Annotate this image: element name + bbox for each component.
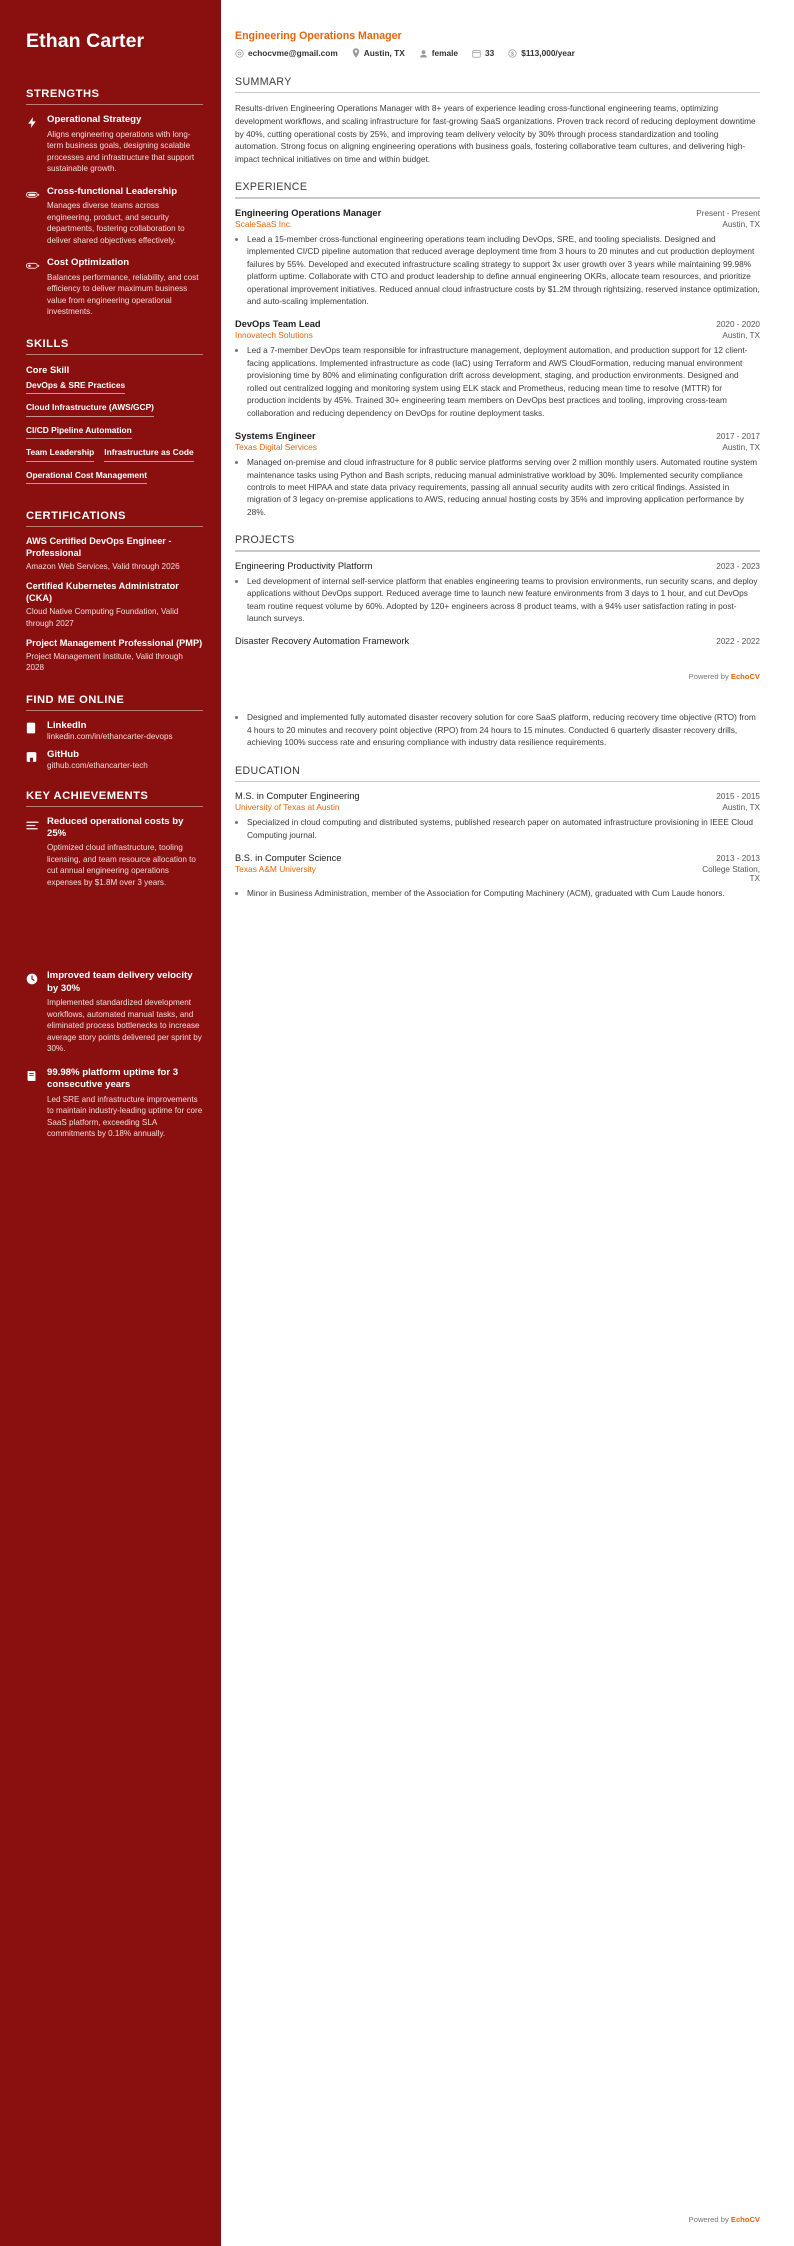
- skill-chip: Operational Cost Management: [26, 468, 147, 485]
- experience-entry: [235, 208, 760, 308]
- education-location: Austin, TX: [722, 803, 760, 813]
- strength-title: Operational Strategy: [47, 114, 142, 126]
- location-icon: [352, 48, 360, 58]
- education-degree: B.S. in Computer Science: [235, 852, 342, 863]
- sidebar-section-skills: [26, 338, 203, 491]
- battery-low-icon: [26, 257, 40, 272]
- experience-heading: EXPERIENCE: [235, 181, 308, 194]
- education-bullets: [235, 816, 760, 841]
- strength-desc: Manages diverse teams across engineering, product, and security departments, fostering collaboration to deliver shared objectives effectively.: [47, 201, 185, 245]
- bullet: • Minor in Business Administration, member of the Association for Computing Machinery (ACM), graduated with Cum Laude honors.: [247, 887, 760, 899]
- age-icon: [472, 49, 481, 58]
- section-divider: [235, 550, 760, 551]
- section-divider: [26, 354, 203, 355]
- experience-entry: [235, 431, 760, 518]
- sidebar: [0, 0, 221, 2246]
- section-experience: [235, 181, 760, 518]
- footer-prefix: Powered by: [688, 2215, 731, 2224]
- experience-bullets: [235, 456, 760, 518]
- section-summary: [235, 76, 760, 165]
- experience-date: Present - Present: [696, 208, 760, 218]
- footer-brand: EchoCV: [730, 672, 760, 682]
- gender-icon: [419, 49, 428, 58]
- education-date: 2013 - 2013: [716, 853, 760, 863]
- strength-desc: Balances performance, reliability, and cost efficiency to deliver maximum business value from engineering operational investments.: [47, 272, 199, 317]
- education-date: 2015 - 2015: [716, 792, 760, 802]
- skill-chip: Team Leadership: [26, 445, 94, 462]
- achievement-title: 99.98% platform uptime for 3 consecutive years: [47, 1066, 179, 1091]
- education-school: Texas A&M University: [235, 863, 316, 874]
- experience-date: 2017 - 2017: [716, 432, 760, 442]
- page-footer: [235, 672, 760, 681]
- experience-company: Texas Digital Services: [235, 442, 317, 453]
- bullet: • Led development of internal self-service platform that enables engineering teams to provision environments, run security scans, and deploy applications without DevOps support. Reduced average time to launch new feature environments from 3 days to 1 hour, and cut DevOps team routine request volume by 60%. Adopted by 120+ engineers across 8 product teams, with a 94% user satisfaction rating in post-launch surveys.: [247, 575, 760, 625]
- certification-name: AWS Certified DevOps Engineer - Professional: [26, 536, 172, 559]
- experience-bullets: [235, 344, 760, 419]
- main-content: [221, 0, 794, 2246]
- strength-title: Cost Optimization: [47, 257, 130, 269]
- bullet: • Managed on-premise and cloud infrastructure for 8 public service platforms serving over 2 million monthly users. Automated routine system maintenance tasks using Python and Bash scripts, reducing manual administrative workload by 30%. Implemented security compliance controls to meet HIPAA and state data privacy requirements, passing all annual security audits with zero critical findings. Assisted in migration of 3 legacy on-premise applications to AWS, reducing annual hosting costs by 35% and improving application performance by 28%.: [247, 456, 760, 518]
- skill-chip: CI/CD Pipeline Automation: [26, 423, 132, 440]
- strength-item: [26, 257, 203, 317]
- online-url: github.com/ethancarter-tech: [47, 760, 148, 770]
- certification-issuer: Project Management Institute, Valid through 2028: [26, 651, 183, 673]
- bullet: • Specialized in cloud computing and distributed systems, published research paper on automated infrastructure provisioning in IEEE Cloud Computing journal.: [247, 816, 760, 841]
- achievement-item: [26, 816, 203, 889]
- project-entry: [235, 636, 760, 748]
- section-divider: [235, 92, 760, 93]
- achievement-item: [26, 1067, 203, 1140]
- experience-company: ScaleSaaS Inc.: [235, 218, 293, 229]
- strength-title: Cross-functional Leadership: [47, 185, 178, 197]
- skills-heading: SKILLS: [26, 337, 69, 350]
- education-school: University of Texas at Austin: [235, 802, 340, 813]
- education-bullets: [235, 887, 760, 899]
- skill-chip: Cloud Infrastructure (AWS/GCP): [26, 400, 154, 417]
- certification-item: [26, 536, 203, 572]
- email-icon: [235, 49, 244, 58]
- certification-name: Project Management Professional (PMP): [26, 637, 203, 648]
- online-title: GitHub: [47, 748, 79, 760]
- page-title: Engineering Operations Manager: [235, 30, 402, 42]
- projects-heading: PROJECTS: [235, 534, 295, 547]
- education-location: College Station, TX: [702, 864, 760, 883]
- clock-icon: [26, 970, 40, 990]
- online-url: linkedin.com/in/ethancarter-devops: [47, 731, 173, 741]
- experience-date: 2020 - 2020: [716, 320, 760, 330]
- certification-name: Certified Kubernetes Administrator (CKA): [26, 581, 179, 604]
- project-date: 2022 - 2022: [716, 637, 760, 647]
- sidebar-section-online: [26, 694, 203, 770]
- project-entry: [235, 561, 760, 625]
- project-title: Disaster Recovery Automation Framework: [235, 636, 410, 647]
- online-item-linkedin[interactable]: [26, 720, 203, 741]
- section-divider: [235, 197, 760, 198]
- certification-item: [26, 581, 203, 629]
- experience-company: Innovatech Solutions: [235, 330, 313, 341]
- contact-email-value: echocvme@gmail.com: [248, 48, 338, 58]
- online-item-github[interactable]: [26, 749, 203, 770]
- project-bullets: [235, 575, 760, 625]
- contact-location-value: Austin, TX: [363, 48, 405, 58]
- online-title: LinkedIn: [47, 719, 87, 731]
- certification-issuer: Cloud Native Computing Foundation, Valid through 2027: [26, 607, 179, 628]
- candidate-name: Ethan Carter: [26, 30, 145, 52]
- bolt-icon: [26, 114, 40, 129]
- svg-text:$: $: [511, 50, 515, 57]
- contact-gender-value: female: [431, 48, 459, 58]
- section-divider: [26, 104, 203, 105]
- experience-title: DevOps Team Lead: [235, 319, 321, 330]
- experience-title: Engineering Operations Manager: [235, 207, 382, 218]
- contact-salary: [508, 48, 575, 58]
- summary-text: Results-driven Engineering Operations Manager with 8+ years of experience leading cross-functional engineering teams, optimizing development workflows, and scaling infrastructure for fast-growing SaaS organizations. Proven track record of reducing deployment downtime by 40%, cutting operational costs by 25%, and improving team delivery velocity by 30% through process standardization and tooling automation. Strong focus on aligning engineering operations with business goals, fostering collaborative team cultures, and delivering high-impact technical initiatives on time and within budget.: [235, 103, 756, 164]
- achievement-desc: Implemented standardized development workflows, automated manual tasks, and eliminated process bottlenecks to increase average story points delivered per sprint by 30%.: [47, 998, 202, 1054]
- experience-location: Austin, TX: [722, 443, 760, 453]
- skills-core-label: Core Skill: [26, 363, 70, 375]
- education-entry: [235, 791, 760, 841]
- achievement-item: [26, 970, 203, 1054]
- strengths-heading: STRENGTHS: [26, 88, 100, 101]
- experience-location: Austin, TX: [722, 331, 760, 341]
- education-heading: EDUCATION: [235, 764, 301, 777]
- footer-brand: EchoCV: [730, 2215, 760, 2224]
- book-icon: [26, 1067, 40, 1087]
- online-heading: FIND ME ONLINE: [26, 693, 125, 706]
- achievement-desc: Led SRE and infrastructure improvements to maintain industry-leading uptime for core SaaS platform, exceeding SLA commitments by 0.18% annually.: [47, 1094, 203, 1139]
- skill-chip: Infrastructure as Code: [104, 445, 193, 462]
- project-title: Engineering Productivity Platform: [235, 560, 373, 571]
- achievement-title: Improved team delivery velocity by 30%: [47, 970, 193, 994]
- bullet: • Led a 7-member DevOps team responsible for infrastructure management, deployment automation, and production support for 12 client-facing applications. Implemented infrastructure as code (IaC) using Terraform and AWS CloudFormation, reducing manual environment provisioning time by 80% and eliminating configuration drift across development, staging, and production environments. Designed and rolled out centralized logging and monitoring system using ELK stack and Prometheus, reducing mean time to resolve (MTTR) for production incidents by 45%. Trained 30+ engineering team members on DevOps best practices and tooling, improving cross-team collaboration and reducing dependency on DevOps for routine deployment tasks.: [247, 344, 760, 419]
- achievement-title: Reduced operational costs by 25%: [47, 815, 184, 840]
- skills-list: [26, 378, 203, 491]
- section-divider: [26, 526, 203, 527]
- project-date: 2023 - 2023: [716, 561, 760, 571]
- sidebar-section-certifications: [26, 510, 203, 673]
- bullet: • Lead a 15-member cross-functional engineering operations team including DevOps, SRE, and tooling specialists. Designed and implemented CI/CD pipeline automation that reduced average deployment time from 3 hours to 20 minutes and cut production deployment failures by 55%. Developed and executed infrastructure scaling strategy to support 3x user growth over 3 years while maintaining 99.98% platform uptime. Collaborate with CTO and product leadership to define annual engineering OKRs, allocate team resources, and prioritize operational improvement initiatives. Reduced annual cloud infrastructure costs by $1.2M through rightsizing, reserved instance optimization, and auto-scaling implementation.: [247, 233, 760, 308]
- experience-bullets: [235, 233, 760, 308]
- sidebar-section-strengths: [26, 88, 203, 317]
- experience-title: Systems Engineer: [235, 431, 316, 442]
- strength-item: [26, 114, 203, 174]
- bullet: • Designed and implemented fully automated disaster recovery solution for core SaaS platform, reducing recovery time objective (RTO) from 4 hours to 20 minutes and recovery point objective (RPO) from 24 hours to 15 minutes. Conducted 6 quarterly disaster recovery drills, achieving 100% success rate and ensuring compliance with industry data resilience requirements.: [247, 711, 760, 748]
- achievement-desc: Optimized cloud infrastructure, tooling licensing, and team resource allocation to cut annual engineering operations expenses by $1.8M over 3 years.: [47, 843, 196, 887]
- contact-row: [235, 48, 760, 58]
- summary-heading: SUMMARY: [235, 76, 292, 88]
- certifications-heading: CERTIFICATIONS: [26, 510, 127, 523]
- certification-item: [26, 638, 203, 674]
- linkedin-icon: [26, 720, 40, 739]
- contact-age-value: 33: [485, 48, 495, 58]
- battery-full-icon: [26, 186, 40, 201]
- education-entry: [235, 853, 760, 899]
- section-divider: [26, 710, 203, 711]
- page-footer-bottom: [689, 2215, 760, 2224]
- github-icon: [26, 749, 40, 768]
- contact-salary-value: $113,000/year: [521, 48, 575, 58]
- experience-entry: [235, 319, 760, 419]
- salary-icon: [508, 49, 517, 58]
- section-projects: [235, 534, 760, 748]
- list-icon: [26, 816, 40, 836]
- contact-gender: [419, 48, 458, 58]
- project-bullets: [235, 711, 760, 748]
- section-divider: [235, 781, 760, 782]
- strength-item: [26, 186, 203, 246]
- skill-chip: DevOps & SRE Practices: [26, 378, 125, 395]
- footer-prefix: Powered by: [688, 672, 731, 682]
- section-divider: [26, 806, 203, 807]
- contact-email[interactable]: [235, 48, 338, 58]
- section-education: [235, 765, 760, 900]
- contact-location: [352, 48, 405, 58]
- certification-issuer: Amazon Web Services, Valid through 2026: [26, 562, 180, 572]
- sidebar-section-achievements: [26, 790, 203, 1140]
- experience-location: Austin, TX: [722, 219, 760, 229]
- education-degree: M.S. in Computer Engineering: [235, 791, 360, 802]
- strength-desc: Aligns engineering operations with long-term business goals, designing scalable processes and infrastructure that support sustainable growth.: [47, 129, 195, 174]
- achievements-heading: KEY ACHIEVEMENTS: [26, 789, 149, 802]
- contact-age: [472, 48, 494, 58]
